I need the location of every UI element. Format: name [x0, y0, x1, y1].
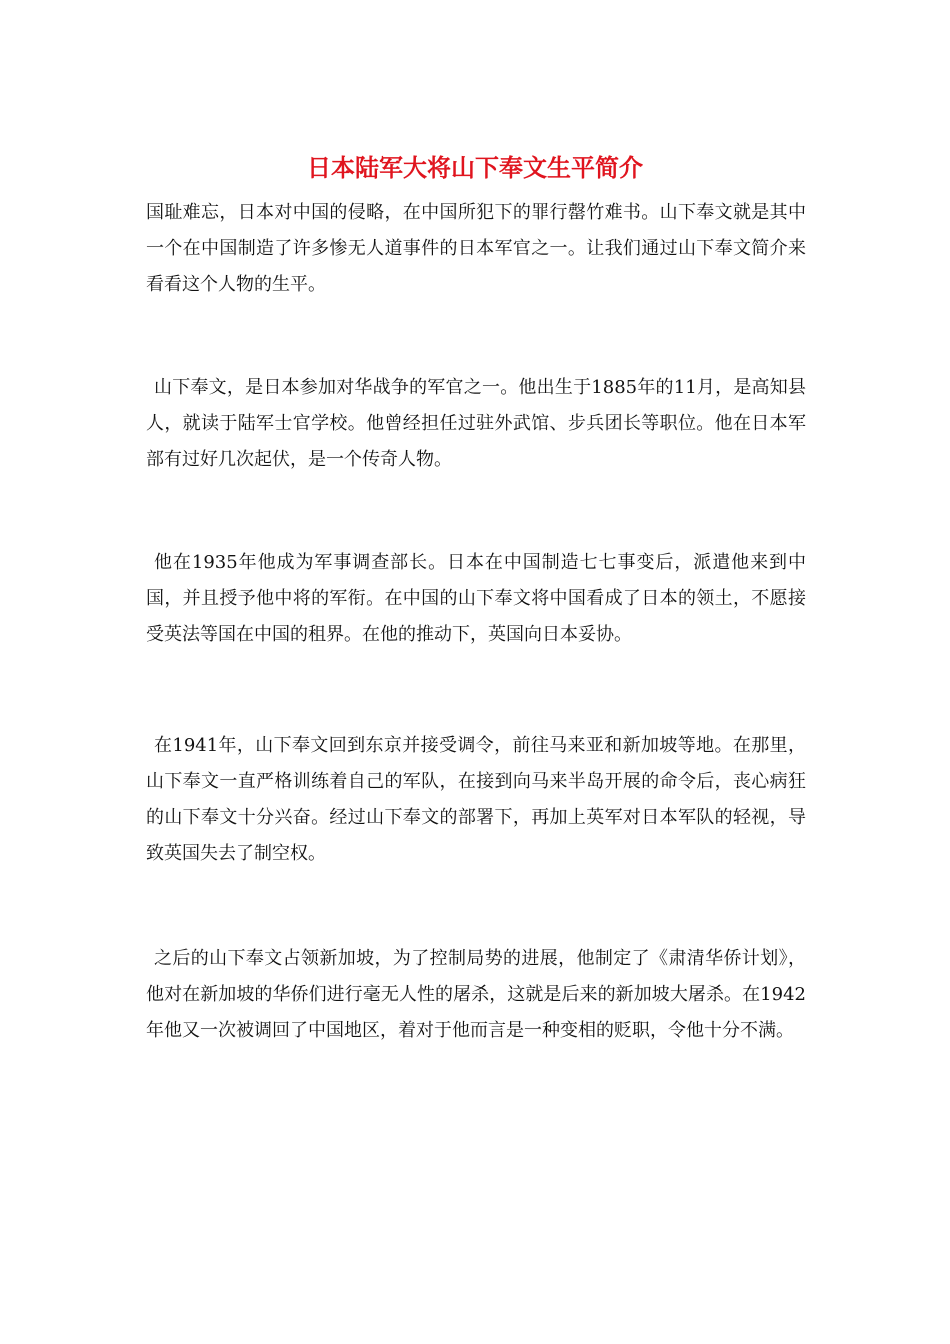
paragraph-biography: 山下奉文，是日本参加对华战争的军官之一。他出生于1885年的11月，是高知县人，就读于陆军士官学校。他曾经担任过驻外武馆、步兵团长等职位。他在日本军部有过好几次起伏，是一个传奇人物。	[146, 377, 806, 470]
paragraph-1935: 他在1935年他成为军事调查部长。日本在中国制造七七事变后，派遣他来到中国，并且授予他中将的军衔。在中国的山下奉文将中国看成了日本的领土，不愿接受英法等国在中国的租界。在他的推动下，英国向日本妥协。	[146, 552, 806, 645]
paragraph-singapore: 之后的山下奉文占领新加坡，为了控制局势的进展，他制定了《肃清华侨计划》，他对在新加坡的华侨们进行毫无人性的屠杀，这就是后来的新加坡大屠杀。在1942年他又一次被调回了中国地区，着对于他而言是一种变相的贬职，令他十分不满。	[146, 948, 806, 1041]
paragraph-intro: 国耻难忘，日本对中国的侵略，在中国所犯下的罪行罄竹难书。山下奉文就是其中一个在中国制造了许多惨无人道事件的日本军官之一。让我们通过山下奉文简介来看看这个人物的生平。	[146, 202, 806, 295]
paragraph-1941: 在1941年，山下奉文回到东京并接受调令，前往马来亚和新加坡等地。在那里，山下奉文一直严格训练着自己的军队，在接到向马来半岛开展的命令后，丧心病狂的山下奉文十分兴奋。经过山下奉文的部署下，再加上英军对日本军队的轻视，导致英国失去了制空权。	[146, 735, 806, 864]
page-title: 日本陆军大将山下奉文生平简介	[307, 153, 643, 182]
